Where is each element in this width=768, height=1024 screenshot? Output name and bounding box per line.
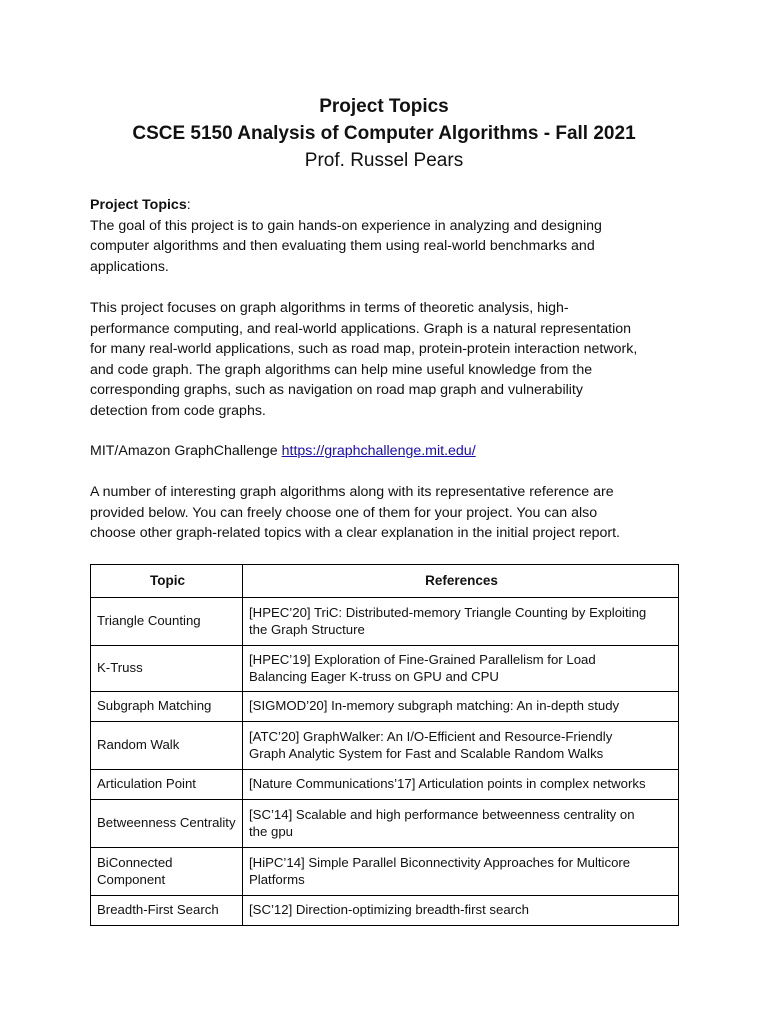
topics-table: [90, 564, 679, 926]
reference-text: the Graph Structure: [249, 621, 365, 637]
reference-text: Graph Analytic System for Fast and Scalable Random Walks: [249, 745, 604, 761]
section-heading-colon: :: [186, 197, 191, 213]
topic-text: Component: [97, 871, 166, 887]
graphchallenge-label: MIT/Amazon GraphChallenge: [90, 443, 282, 459]
topic-text: Articulation Point: [97, 776, 196, 792]
goal-line: The goal of this project is to gain hands-on experience in analyzing and designing: [90, 217, 602, 234]
topic-text: K-Truss: [97, 660, 143, 676]
intro-section: [90, 195, 690, 277]
topic-cell: [91, 646, 243, 692]
goal-line: computer algorithms and then evaluating them using real-world benchmarks and: [90, 238, 595, 254]
topics-line: A number of interesting graph algorithms along with its representative reference are: [90, 484, 614, 500]
section-heading-label: Project Topics: [90, 197, 187, 213]
references-column-header: References: [243, 565, 679, 598]
reference-text: Balancing Eager K-truss on GPU and CPU: [249, 668, 499, 684]
goal-line: applications.: [90, 258, 169, 275]
table-row: [91, 800, 679, 848]
focus-line: detection from code graphs.: [90, 402, 266, 419]
topics-paragraph: [90, 482, 690, 544]
topic-cell: [91, 770, 243, 800]
topic-column-header: Topic: [91, 565, 243, 598]
reference-cell: [243, 896, 679, 926]
focus-line: for many real-world applications, such as road map, protein-protein interaction network,: [90, 341, 638, 357]
focus-line: This project focuses on graph algorithms in terms of theoretic analysis, high-: [90, 300, 569, 316]
table-row: [91, 848, 679, 896]
reference-text: [SIGMOD’20] In-memory subgraph matching: An in-depth study: [249, 698, 620, 714]
reference-cell: [243, 848, 679, 896]
graphchallenge-line: [90, 441, 690, 462]
graphchallenge-link[interactable]: https://graphchallenge.mit.edu/: [281, 443, 476, 459]
reference-text: the gpu: [249, 823, 293, 839]
instructor-name: Prof. Russel Pears: [304, 150, 464, 171]
reference-cell: [243, 692, 679, 722]
reference-text: [HPEC’20] TriC: Distributed-memory Triangle Counting by Exploiting: [249, 605, 647, 620]
table-row: [91, 770, 679, 800]
topic-cell: [91, 692, 243, 722]
topic-cell: [91, 848, 243, 896]
topic-text: Subgraph Matching: [97, 698, 212, 714]
reference-text: [HiPC’14] Simple Parallel Biconnectivity Approaches for Multicore: [249, 855, 631, 870]
focus-line: and code graph. The graph algorithms can help mine useful knowledge from the: [90, 361, 593, 378]
focus-paragraph: [90, 298, 690, 421]
reference-text: [HPEC’19] Exploration of Fine-Grained Parallelism for Load: [249, 652, 596, 667]
table-row: [91, 896, 679, 926]
section-heading: [90, 195, 690, 216]
document-title: Project Topics: [319, 96, 449, 117]
topic-cell: [91, 800, 243, 848]
topic-text: Random Walk: [97, 737, 180, 753]
reference-cell: [243, 800, 679, 848]
topics-line: provided below. You can freely choose one of them for your project. You can also: [90, 504, 598, 521]
course-title: CSCE 5150 Analysis of Computer Algorithms - Fall 2021: [132, 123, 636, 144]
reference-text: Platforms: [249, 871, 305, 887]
focus-line: corresponding graphs, such as navigation on road map graph and vulnerability: [90, 382, 583, 398]
topic-text: Breadth-First Search: [97, 902, 219, 918]
reference-text: [SC’12] Direction-optimizing breadth-first search: [249, 902, 529, 918]
reference-text: [ATC’20] GraphWalker: An I/O-Efficient and Resource-Friendly: [249, 729, 613, 744]
topic-cell: [91, 896, 243, 926]
focus-line: performance computing, and real-world applications. Graph is a natural representation: [90, 320, 631, 337]
reference-cell: [243, 598, 679, 646]
document-header: [0, 93, 768, 174]
reference-cell: [243, 722, 679, 770]
table-header-row: [91, 565, 679, 598]
topics-line: choose other graph-related topics with a clear explanation in the initial project report.: [90, 525, 620, 541]
topic-text: Betweenness Centrality: [97, 815, 236, 831]
table-row: [91, 722, 679, 770]
topic-cell: [91, 722, 243, 770]
reference-cell: [243, 770, 679, 800]
table-row: [91, 646, 679, 692]
topic-text: BiConnected: [97, 855, 173, 870]
reference-text: [SC’14] Scalable and high performance betweenness centrality on: [249, 807, 635, 822]
topic-text: Triangle Counting: [97, 613, 201, 629]
table-row: [91, 598, 679, 646]
table-row: [91, 692, 679, 722]
topic-cell: [91, 598, 243, 646]
reference-text: [Nature Communications’17] Articulation points in complex networks: [249, 776, 646, 792]
reference-cell: [243, 646, 679, 692]
